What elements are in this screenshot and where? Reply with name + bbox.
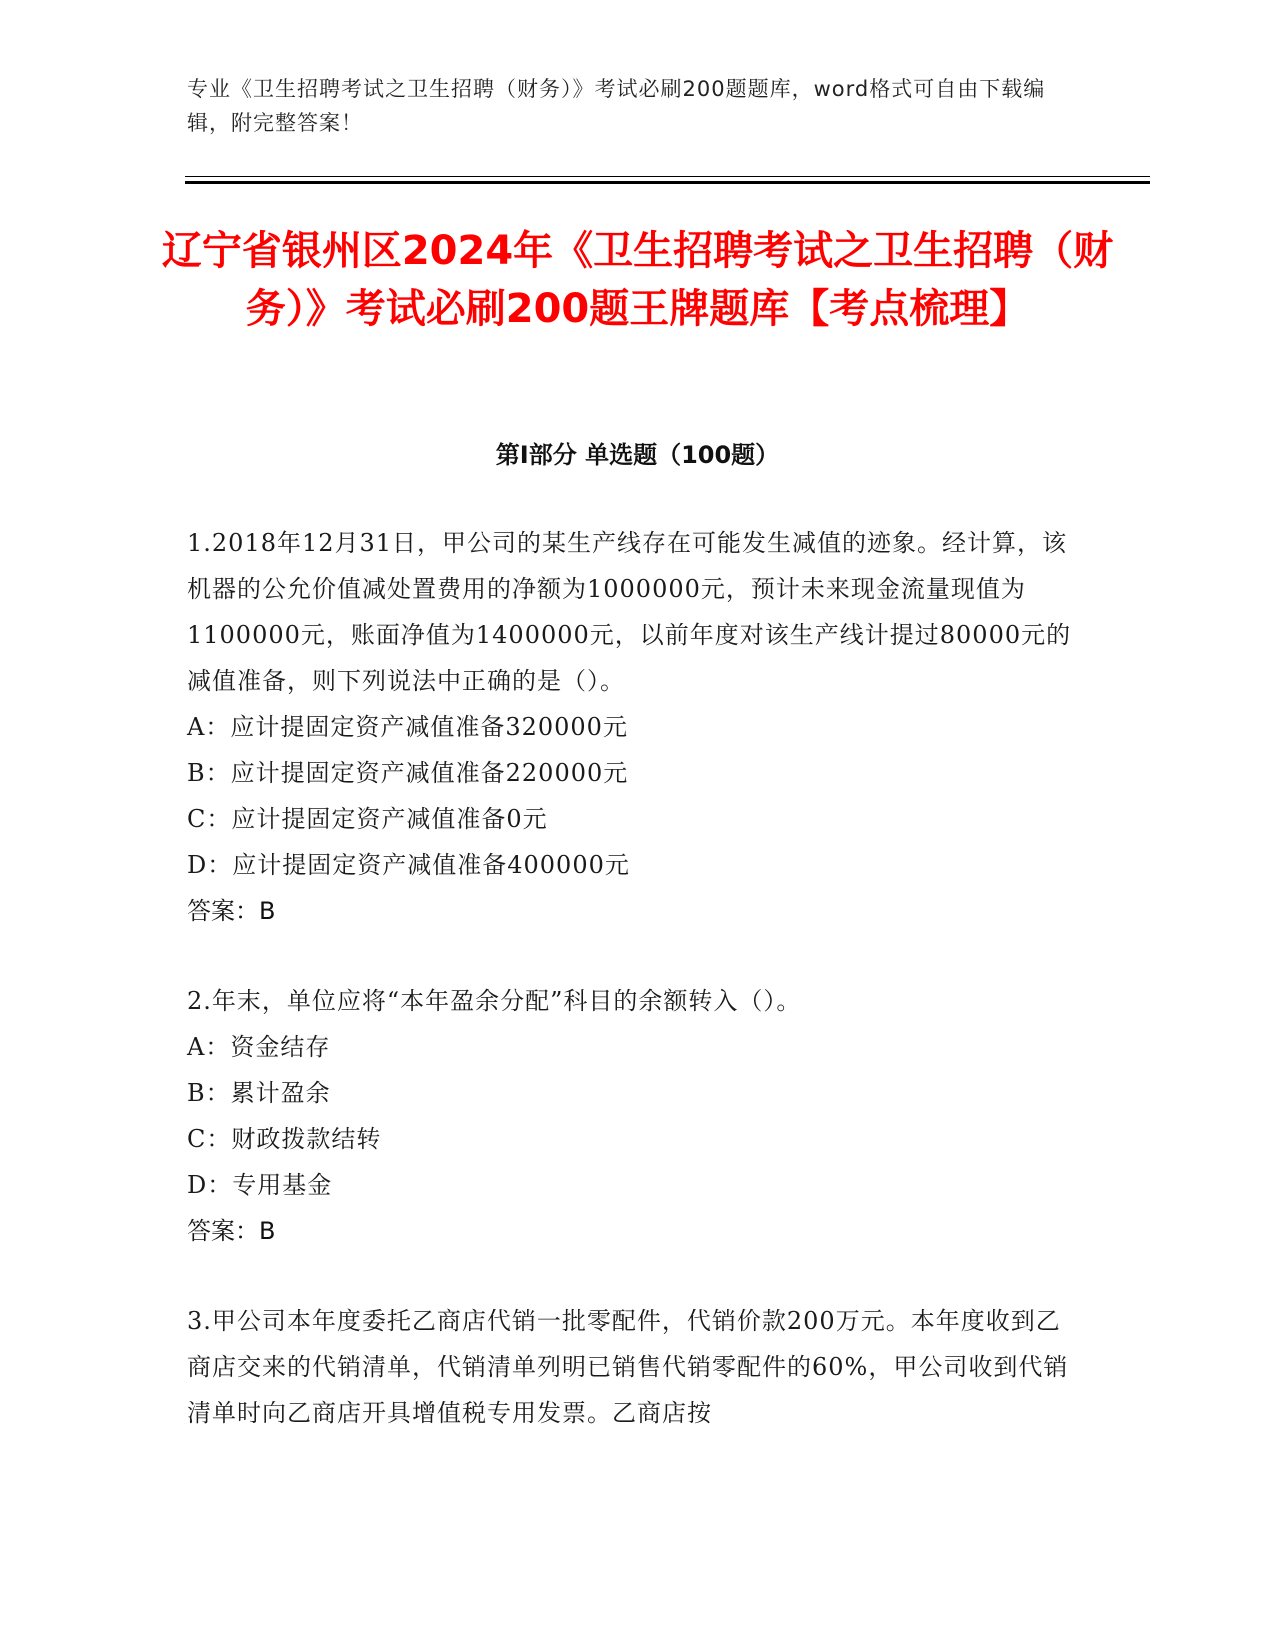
option-b: B：应计提固定资产减值准备220000元 bbox=[187, 759, 629, 787]
option-a: A：应计提固定资产减值准备320000元 bbox=[187, 713, 628, 741]
question-list bbox=[187, 520, 1077, 1480]
answer: 答案：B bbox=[187, 1217, 276, 1245]
header-divider-thick bbox=[185, 181, 1150, 184]
option-c: C：财政拨款结转 bbox=[187, 1125, 382, 1153]
question-stem: 3.甲公司本年度委托乙商店代销一批零配件，代销价款200万元。本年度收到乙商店交来的代销清单，代销清单列明已销售代销零配件的60%，甲公司收到代销清单时向乙商店开具增值税专用发票。乙商店按 bbox=[187, 1307, 1069, 1427]
question-2 bbox=[187, 978, 1077, 1254]
document-title: 辽宁省银州区2024年《卫生招聘考试之卫生招聘（财务）》考试必刷200题王牌题库【考点梳理】 bbox=[161, 228, 1114, 332]
option-d: D：专用基金 bbox=[187, 1171, 333, 1199]
question-stem: 1.2018年12月31日，甲公司的某生产线存在可能发生减值的迹象。经计算，该机器的公允价值减处置费用的净额为1000000元，预计未来现金流量现值为1100000元，账面净值为1400000元，以前年度对该生产线计提过80000元的减值准备，则下列说法中正确的是（）。 bbox=[187, 529, 1072, 695]
option-c: C：应计提固定资产减值准备0元 bbox=[187, 805, 548, 833]
option-b: B：累计盈余 bbox=[187, 1079, 331, 1107]
section-heading: 第Ⅰ部分 单选题（100题） bbox=[495, 441, 780, 469]
question-3 bbox=[187, 1298, 1077, 1436]
answer: 答案：B bbox=[187, 897, 276, 925]
question-1 bbox=[187, 520, 1077, 934]
option-a: A：资金结存 bbox=[187, 1033, 331, 1061]
header-divider-thin bbox=[185, 176, 1150, 177]
option-d: D：应计提固定资产减值准备400000元 bbox=[187, 851, 630, 879]
question-stem: 2.年末，单位应将“本年盈余分配”科目的余额转入（）。 bbox=[187, 987, 802, 1015]
header-note: 专业《卫生招聘考试之卫生招聘（财务）》考试必刷200题题库，word格式可自由下载编辑，附完整答案！ bbox=[187, 77, 1046, 135]
